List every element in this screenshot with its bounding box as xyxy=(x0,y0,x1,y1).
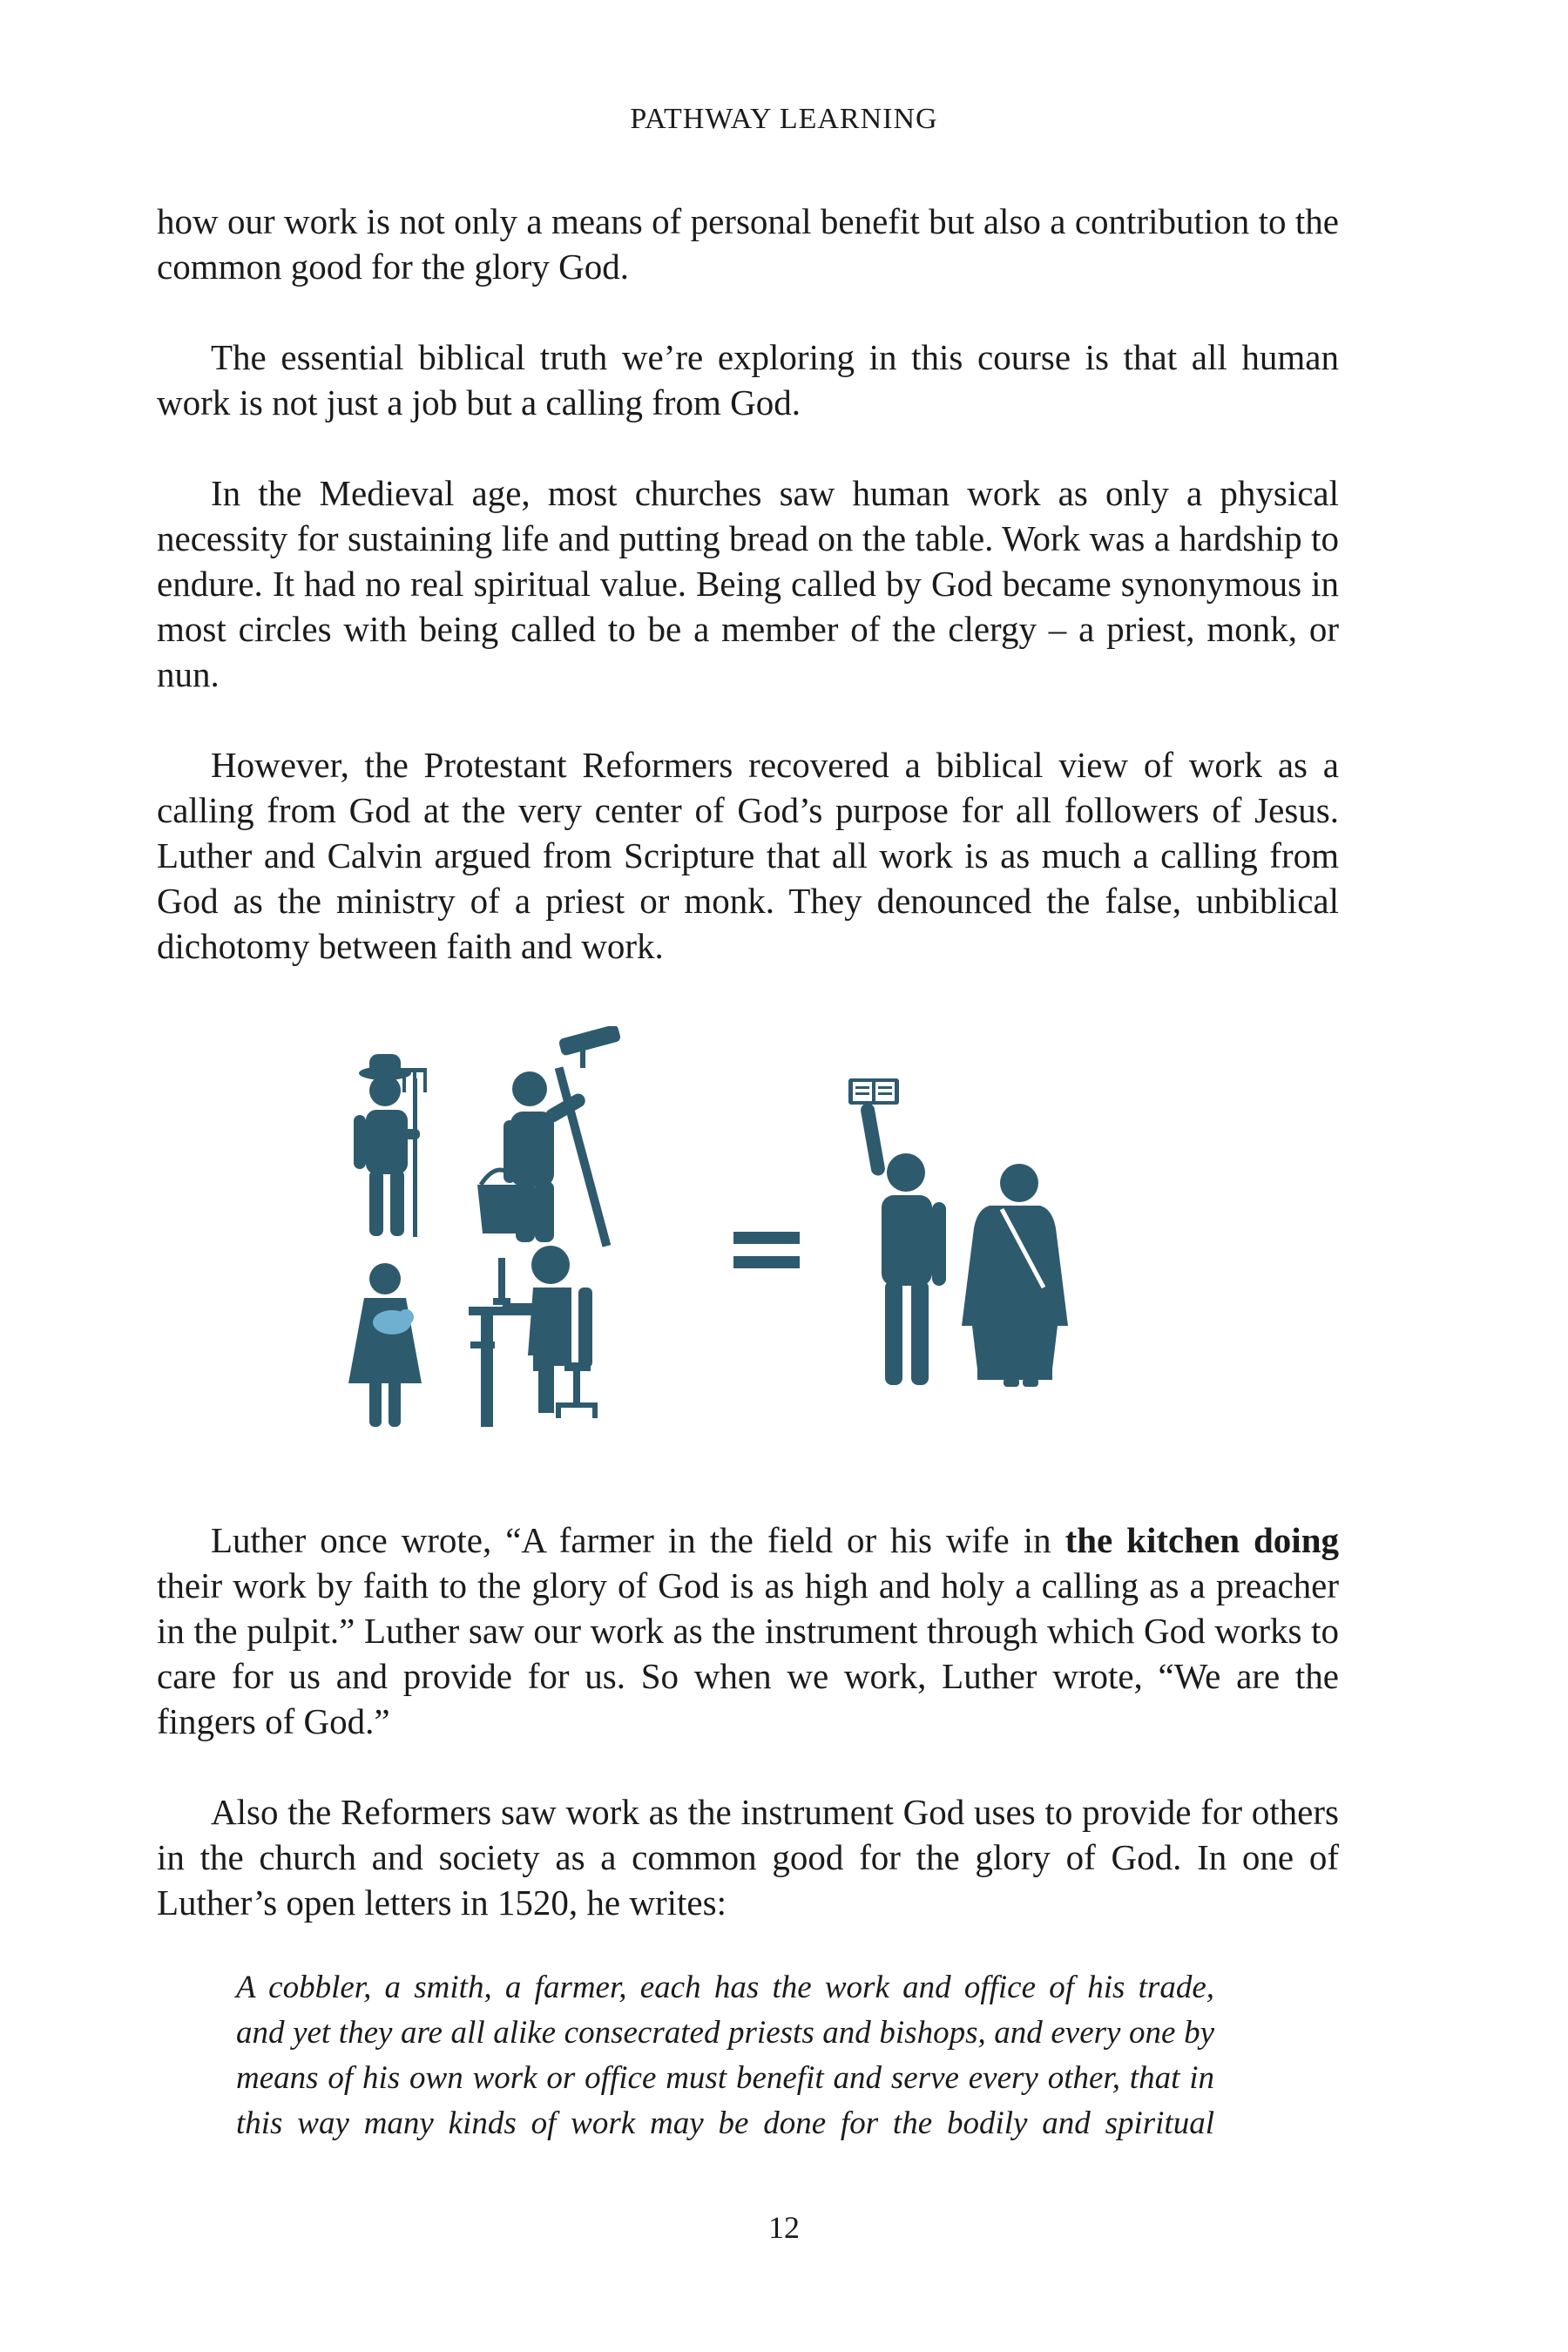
blockquote-line: this way many kinds of work may be done for the bodily and spiritual xyxy=(236,2105,1214,2141)
painter-icon xyxy=(477,1026,621,1247)
blockquote-line: and yet they are all alike consecrated priests and bishops, and every one by xyxy=(236,2015,1214,2051)
running-header: PATHWAY LEARNING xyxy=(630,103,938,135)
paragraph-reformers: However, the Protestant Reformers recovered a biblical view of work as a calling from God at the very center of God’s purpose for all followers of Jesus. Luther and Calvin argued from Scripture that all work is as much a calling from God as the ministry of a priest or monk. They denounced the false, unbiblical dichotomy between faith and work. xyxy=(157,745,1339,966)
paragraph-reformers-common-good: Also the Reformers saw work as the instrument God uses to provide for others in the church and society as a common good for the glory of God. In one of Luther’s open letters in 1520, he writes: xyxy=(157,1792,1339,1923)
luther-letter-blockquote xyxy=(236,1965,1214,2146)
mother-with-baby-icon xyxy=(348,1263,422,1427)
luther-quote-bold-text: the kitchen doing xyxy=(1064,1520,1339,1560)
farmer-icon xyxy=(354,1054,427,1237)
paragraph-continuation: how our work is not only a means of personal benefit but also a contribution to the common good for the glory God. xyxy=(157,201,1339,287)
paragraph-medieval-age: In the Medieval age, most churches saw human work as only a physical necessity for sustaining life and putting bread on the table. Work was a hardship to endure. It had no real spiritual value. Being called by God became synonymous in most circles with being called to be a member of the clergy – a priest, monk, or nun. xyxy=(157,473,1339,694)
monk-icon xyxy=(962,1164,1068,1387)
paragraph-essential-truth: The essential biblical truth we’re exploring in this course is that all human work is not just a job but a calling from God. xyxy=(157,337,1339,422)
equals-icon xyxy=(733,1232,800,1268)
luther-quote-text-start: Luther once wrote, “A farmer in the field or his wife in xyxy=(211,1520,1065,1560)
vocation-equality-illustration xyxy=(331,1026,1167,1462)
office-worker-icon xyxy=(469,1246,598,1427)
luther-quote-text-end: their work by faith to the glory of God is as high and holy a calling as a preacher in the pulpit.” Luther saw our work as the instrument through which God works to care for us and provide for us. So when we work, Luther wrote, “We are the fingers of God.” xyxy=(157,1565,1339,1741)
page-number: 12 xyxy=(768,2210,800,2245)
bottom-text-block xyxy=(157,1517,1339,1925)
blockquote-line: means of his own work or office must benefit and serve every other, that in xyxy=(236,2060,1214,2096)
preacher-icon xyxy=(848,1078,946,1385)
paragraph-luther-quote xyxy=(157,1517,1339,1744)
top-text-block xyxy=(157,199,1339,969)
blockquote-line: A cobbler, a smith, a farmer, each has the work and office of his trade, xyxy=(236,1970,1214,2005)
